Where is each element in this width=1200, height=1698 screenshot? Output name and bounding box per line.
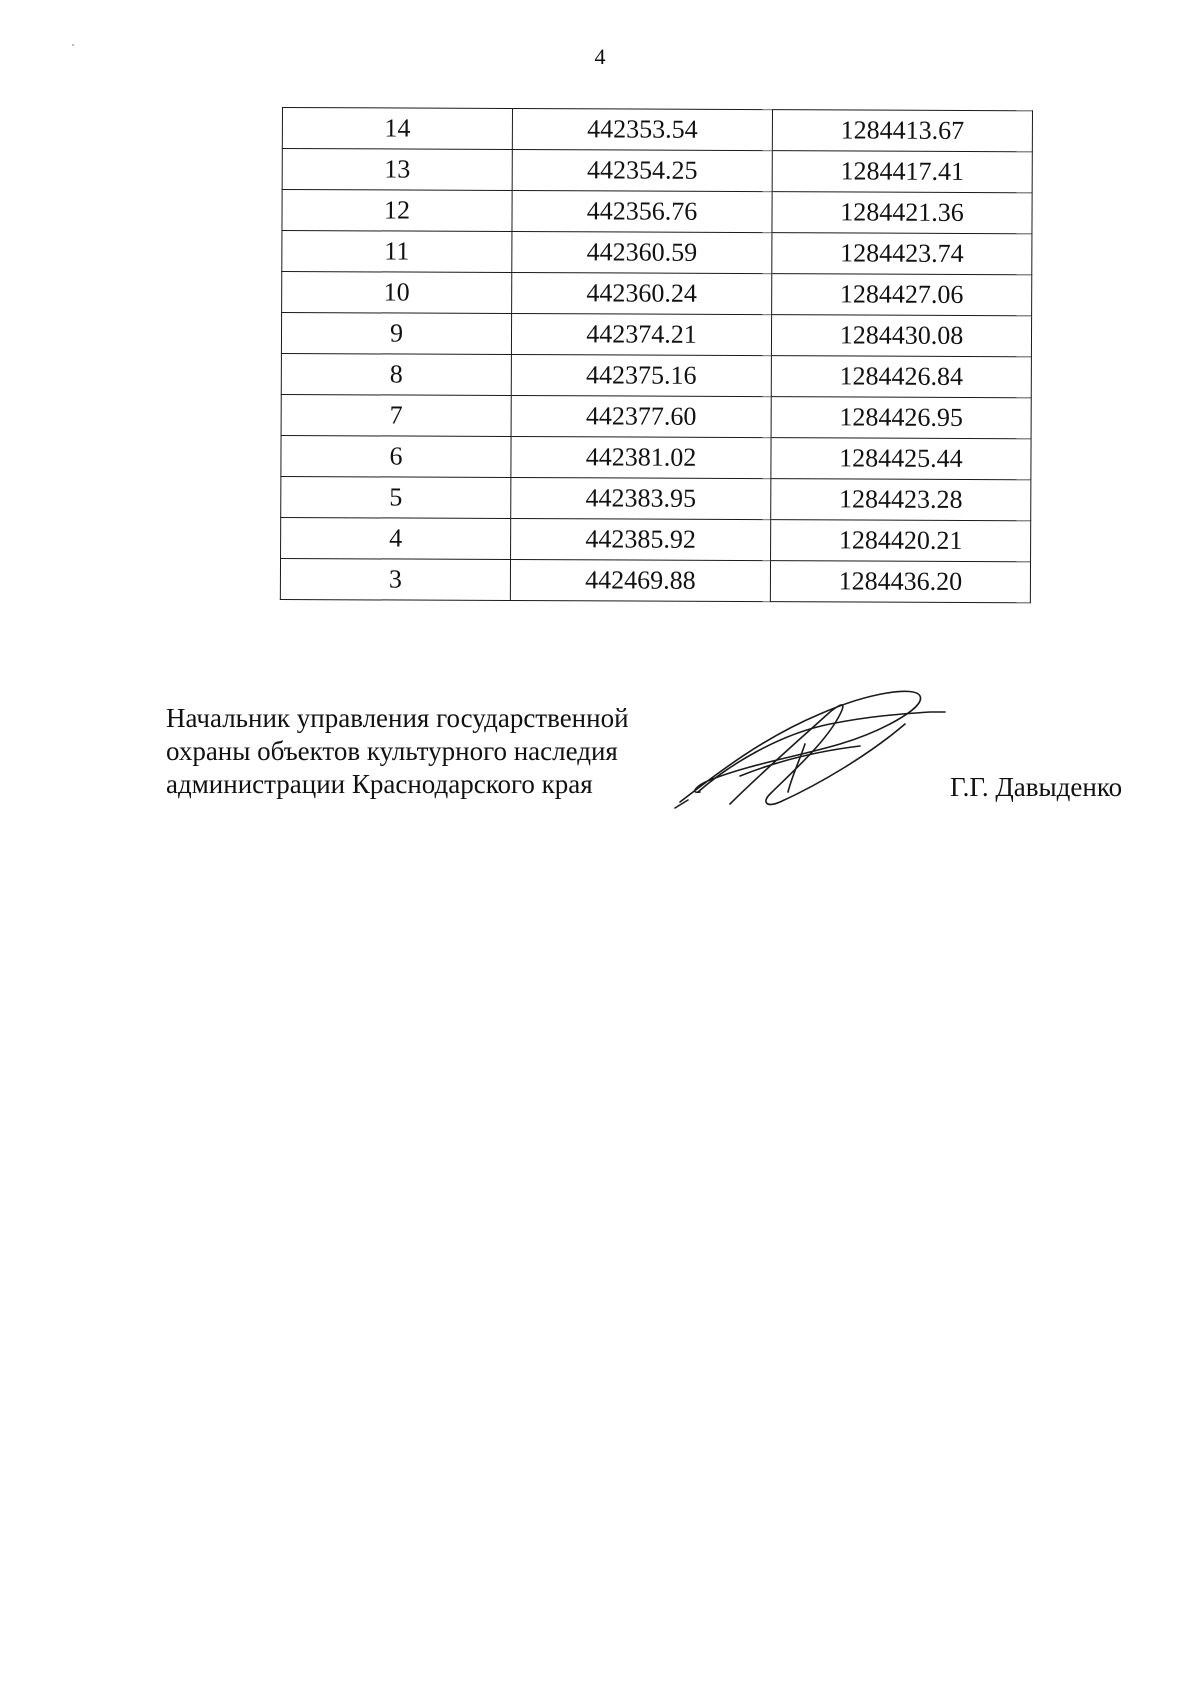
y-coordinate-cell: 1284413.67 bbox=[772, 110, 1032, 152]
coordinates-table bbox=[280, 107, 1033, 603]
point-number-cell: 11 bbox=[282, 231, 512, 273]
y-coordinate-cell: 1284421.36 bbox=[772, 192, 1032, 234]
x-coordinate-cell: 442377.60 bbox=[511, 396, 771, 438]
table-row bbox=[282, 190, 1032, 234]
point-number-cell: 10 bbox=[282, 272, 512, 314]
y-coordinate-cell: 1284423.74 bbox=[772, 233, 1032, 275]
table-row bbox=[281, 517, 1031, 561]
point-number-cell: 6 bbox=[281, 435, 511, 477]
x-coordinate-cell: 442385.92 bbox=[511, 519, 771, 561]
position-line: Начальник управления государственной bbox=[166, 703, 629, 733]
y-coordinate-cell: 1284423.28 bbox=[771, 479, 1031, 521]
x-coordinate-cell: 442360.59 bbox=[512, 232, 772, 274]
point-number-cell: 7 bbox=[281, 394, 511, 436]
table-row bbox=[281, 313, 1031, 357]
signer-name: Г.Г. Давыденко bbox=[950, 772, 1123, 802]
coordinates-table-body bbox=[280, 108, 1032, 603]
y-coordinate-cell: 1284417.41 bbox=[772, 151, 1032, 193]
point-number-cell: 12 bbox=[282, 190, 512, 232]
y-coordinate-cell: 1284430.08 bbox=[771, 315, 1031, 357]
y-coordinate-cell: 1284427.06 bbox=[772, 274, 1032, 316]
page-number: 4 bbox=[594, 44, 606, 69]
x-coordinate-cell: 442375.16 bbox=[511, 355, 771, 397]
handwritten-signature bbox=[670, 684, 960, 819]
table-row bbox=[281, 476, 1031, 520]
y-coordinate-cell: 1284425.44 bbox=[771, 438, 1031, 480]
point-number-cell: 13 bbox=[282, 149, 512, 191]
table-row bbox=[280, 558, 1030, 602]
table-row bbox=[282, 149, 1032, 193]
table-row bbox=[281, 353, 1031, 397]
position-line: охраны объектов культурного наследия bbox=[166, 736, 618, 766]
table-row bbox=[281, 394, 1031, 438]
x-coordinate-cell: 442356.76 bbox=[512, 191, 772, 233]
table-row bbox=[282, 231, 1032, 275]
table-row bbox=[281, 435, 1031, 479]
point-number-cell: 5 bbox=[281, 476, 511, 518]
position-line: администрации Краснодарского края bbox=[166, 769, 593, 799]
x-coordinate-cell: 442374.21 bbox=[511, 314, 771, 356]
point-number-cell: 4 bbox=[281, 517, 511, 559]
x-coordinate-cell: 442353.54 bbox=[512, 109, 772, 151]
x-coordinate-cell: 442469.88 bbox=[510, 560, 770, 602]
x-coordinate-cell: 442354.25 bbox=[512, 150, 772, 192]
y-coordinate-cell: 1284436.20 bbox=[770, 561, 1030, 603]
table-row bbox=[282, 272, 1032, 316]
point-number-cell: 8 bbox=[281, 353, 511, 395]
y-coordinate-cell: 1284426.84 bbox=[771, 356, 1031, 398]
point-number-cell: 9 bbox=[281, 313, 511, 355]
x-coordinate-cell: 442360.24 bbox=[512, 273, 772, 315]
point-number-cell: 14 bbox=[282, 108, 512, 150]
table-row bbox=[282, 108, 1032, 152]
signer-position bbox=[166, 702, 686, 801]
point-number-cell: 3 bbox=[280, 558, 510, 600]
y-coordinate-cell: 1284426.95 bbox=[771, 397, 1031, 439]
y-coordinate-cell: 1284420.21 bbox=[771, 520, 1031, 562]
x-coordinate-cell: 442383.95 bbox=[511, 478, 771, 520]
x-coordinate-cell: 442381.02 bbox=[511, 437, 771, 479]
